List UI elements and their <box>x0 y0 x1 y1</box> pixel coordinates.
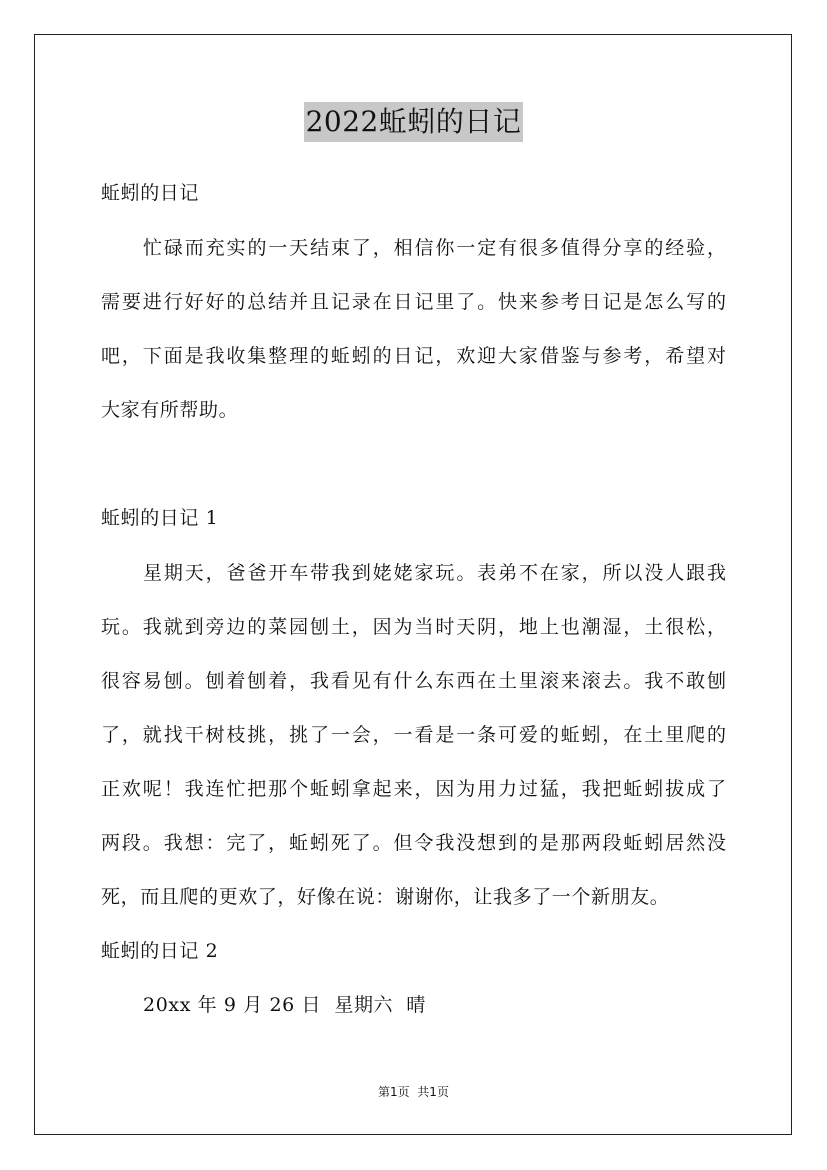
intro-line-4: 大家有所帮助。 <box>101 399 239 421</box>
page-number: 第1页 共1页 <box>378 1085 449 1099</box>
intro-line-3: 吧，下面是我收集整理的蚯蚓的日记，欢迎大家借鉴与参考，希望对 <box>101 345 726 367</box>
document-title: 2022蚯蚓的日记 <box>304 102 524 142</box>
diary1-line-5: 正欢呢！我连忙把那个蚯蚓拿起来，因为用力过猛，我把蚯蚓拔成了 <box>101 778 726 800</box>
diary2-date-line: 20xx 年 9 月 26 日 星期六 晴 <box>143 994 427 1016</box>
page-footer <box>0 1084 827 1100</box>
title-container <box>0 102 827 142</box>
diary1-line-4: 了，就找干树枝挑，挑了一会，一看是一条可爱的蚯蚓，在土里爬的 <box>101 724 726 746</box>
heading-diary-2: 蚯蚓的日记 2 <box>101 940 219 962</box>
intro-line-1: 忙碌而充实的一天结束了，相信你一定有很多值得分享的经验， <box>143 237 726 259</box>
diary1-line-7: 死，而且爬的更欢了，好像在说：谢谢你，让我多了一个新朋友。 <box>101 886 670 908</box>
diary1-line-2: 玩。我就到旁边的菜园刨土，因为当时天阴，地上也潮湿，土很松， <box>101 616 726 638</box>
diary1-line-6: 两段。我想：完了，蚯蚓死了。但令我没想到的是那两段蚯蚓居然没 <box>101 832 726 854</box>
intro-line-2: 需要进行好好的总结并且记录在日记里了。快来参考日记是怎么写的 <box>101 291 726 313</box>
heading-intro: 蚯蚓的日记 <box>101 182 200 204</box>
heading-diary-1: 蚯蚓的日记 1 <box>101 507 219 529</box>
diary1-line-3: 很容易刨。刨着刨着，我看见有什么东西在土里滚来滚去。我不敢刨 <box>101 670 726 692</box>
diary1-line-1: 星期天，爸爸开车带我到姥姥家玩。表弟不在家，所以没人跟我 <box>143 562 726 584</box>
